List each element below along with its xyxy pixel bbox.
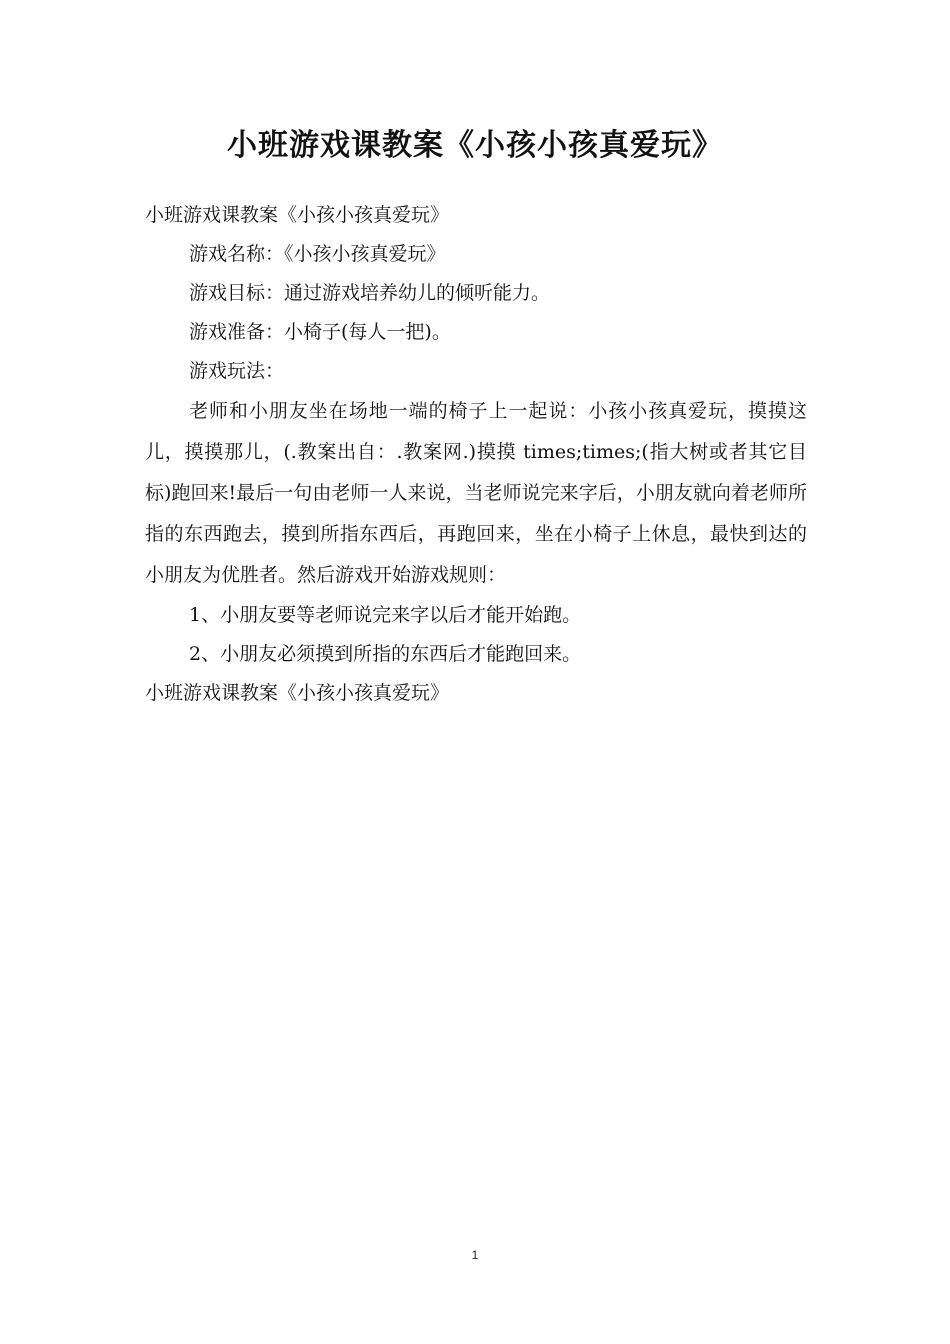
game-play-heading: 游戏玩法： — [189, 360, 285, 382]
game-prep-line: 游戏准备：小椅子(每人一把)。 — [189, 321, 451, 343]
footer-title-line: 小班游戏课教案《小孩小孩真爱玩》 — [145, 682, 450, 704]
subtitle-line: 小班游戏课教案《小孩小孩真爱玩》 — [145, 204, 450, 226]
document-body — [145, 196, 807, 713]
game-play-paragraph: 老师和小朋友坐在场地一端的椅子上一起说：小孩小孩真爱玩，摸摸这儿，摸摸那儿，(.教案出自：.教案网.)摸摸 times;times;(指大树或者其它目标)跑回来!最后一句由老师一人来说，当老师说完来字后，小朋友就向着老师所指的东西跑去，摸到所指东西后，再跑回来，坐在小椅子上休息，最快到达的小朋友为优胜者。然后游戏开始游戏规则： — [145, 400, 807, 586]
rule-1-line: 1、小朋友要等老师说完来字以后才能开始跑。 — [189, 604, 582, 626]
page-number: 1 — [471, 1248, 479, 1262]
game-name-line: 游戏名称：《小孩小孩真爱玩》 — [189, 243, 446, 265]
game-goal-line: 游戏目标：通过游戏培养幼儿的倾听能力。 — [189, 282, 551, 304]
rule-2-line: 2、小朋友必须摸到所指的东西后才能跑回来。 — [189, 643, 582, 665]
document-title: 小班游戏课教案《小孩小孩真爱玩》 — [227, 128, 723, 163]
